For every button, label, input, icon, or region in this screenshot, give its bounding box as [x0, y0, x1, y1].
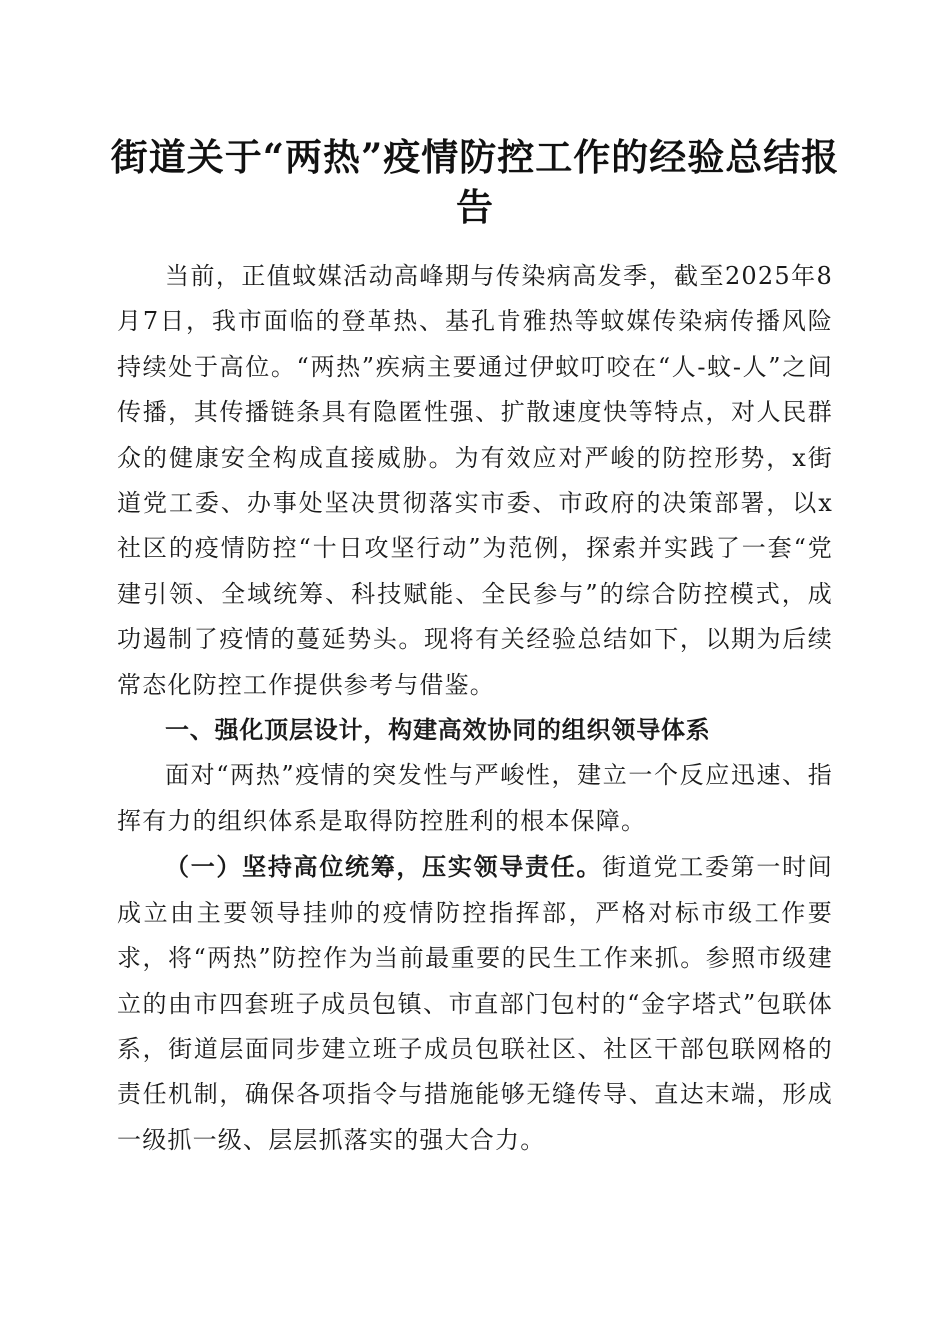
- subsection-lead: （一）坚持高位统筹，压实领导责任。: [165, 852, 603, 882]
- subsection-body: 街道党工委第一时间成立由主要领导挂帅的疫情防控指挥部，严格对标市级工作要求，将“两热”防控作为当前最重要的民生工作来抓。参照市级建立的由市四套班子成员包镇、市直部门包村的“金字塔式”包联体系，街道层面同步建立班子成员包联社区、社区干部包联网格的责任机制，确保各项指令与措施能够无缝传导、直达末端，形成一级抓一级、层层抓落实的强大合力。: [117, 853, 833, 1154]
- intro-paragraph: 当前，正值蚊媒活动高峰期与传染病高发季，截至2025年8月7日，我市面临的登革热、基孔肯雅热等蚊媒传染病传播风险持续处于高位。“两热”疾病主要通过伊蚊叮咬在“人-蚊-人”之间传播，其传播链条具有隐匿性强、扩散速度快等特点，对人民群众的健康安全构成直接威胁。为有效应对严峻的防控形势，x街道党工委、办事处坚决贯彻落实市委、市政府的决策部署，以x社区的疫情防控“十日攻坚行动”为范例，探索并实践了一套“党建引领、全域统筹、科技赋能、全民参与”的综合防控模式，成功遏制了疫情的蔓延势头。现将有关经验总结如下，以期为后续常态化防控工作提供参考与借鉴。: [117, 262, 833, 699]
- section-intro-paragraph: 面对“两热”疫情的突发性与严峻性，建立一个反应迅速、指挥有力的组织体系是取得防控胜利的根本保障。: [117, 761, 833, 835]
- section-heading: 一、强化顶层设计，构建高效协同的组织领导体系: [165, 716, 711, 745]
- document-title: 街道关于“两热”疫情防控工作的经验总结报告: [110, 135, 840, 229]
- subsection-paragraph: [117, 844, 833, 1163]
- document-body: [117, 254, 833, 1163]
